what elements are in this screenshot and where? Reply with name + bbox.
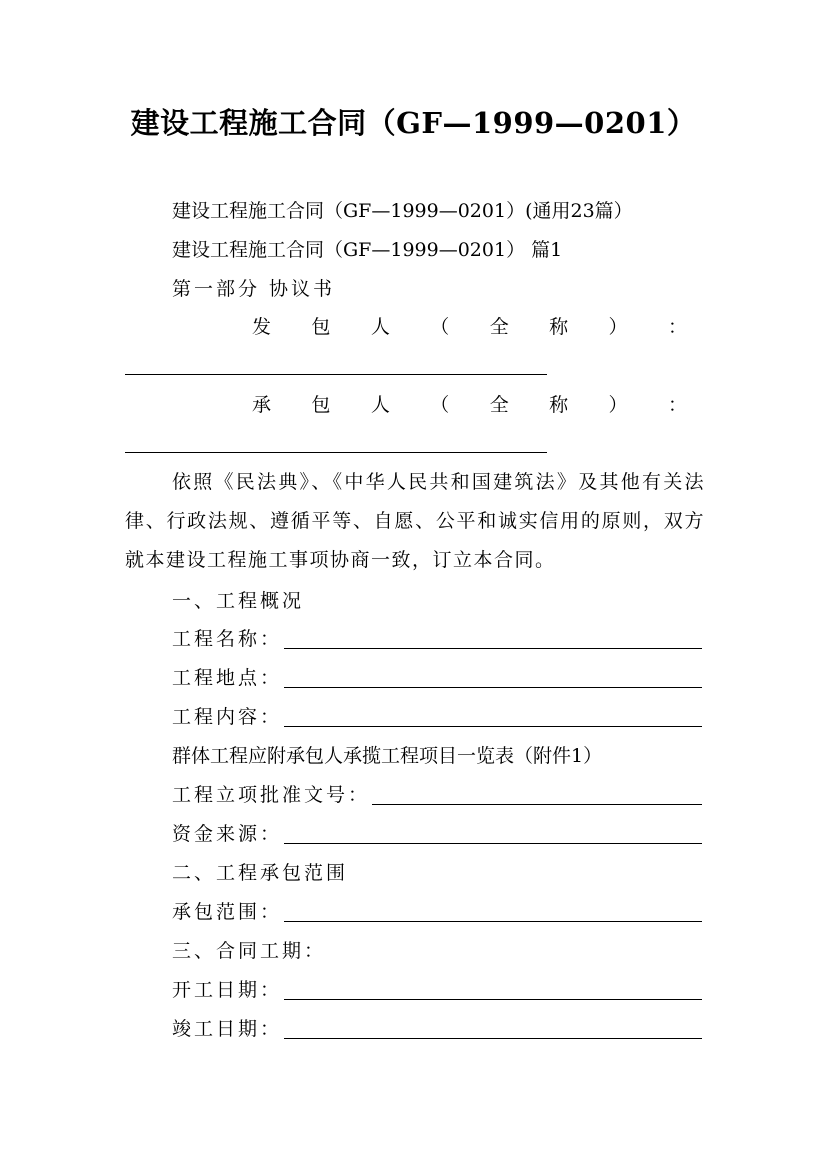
fund-source-field bbox=[172, 822, 702, 846]
contractor-label-char: 人 bbox=[370, 394, 390, 416]
employer-label-char: 包 bbox=[311, 316, 331, 338]
completion-date-label: 竣工日期： bbox=[172, 1018, 283, 1040]
completion-date-blank bbox=[284, 1038, 702, 1039]
employer-label-char: 称 bbox=[549, 316, 569, 338]
contractor-label bbox=[252, 393, 687, 417]
start-date-blank bbox=[284, 999, 702, 1000]
section-heading-scope: 二、工程承包范围 bbox=[172, 862, 349, 884]
group-project-note: 群体工程应附承包人承揽工程项目一览表（附件1） bbox=[172, 745, 603, 767]
contractor-label-char: 包 bbox=[311, 394, 331, 416]
subtitle-general: 建设工程施工合同（GF—1999—0201）(通用23篇） bbox=[172, 200, 633, 222]
part-heading: 第一部分 协议书 bbox=[172, 278, 336, 300]
subtitle-part-1: 建设工程施工合同（GF—1999—0201） 篇1 bbox=[172, 239, 563, 261]
project-location-blank bbox=[284, 687, 702, 688]
project-content-field bbox=[172, 705, 702, 729]
employer-label-char: ） bbox=[608, 316, 628, 338]
section-heading-period: 三、合同工期： bbox=[172, 940, 327, 962]
contractor-name-blank bbox=[125, 452, 547, 453]
project-content-blank bbox=[284, 726, 702, 727]
completion-date-field bbox=[172, 1017, 702, 1041]
employer-label bbox=[252, 315, 687, 339]
contractor-label-char: 承 bbox=[252, 394, 272, 416]
employer-label-char: 发 bbox=[252, 316, 272, 338]
scope-label: 承包范围： bbox=[172, 901, 283, 923]
employer-name-blank bbox=[125, 374, 547, 375]
section-heading-overview: 一、工程概况 bbox=[172, 590, 305, 612]
contractor-label-char: ： bbox=[667, 394, 687, 416]
employer-label-char: ： bbox=[667, 316, 687, 338]
intro-paragraph: 依照《民法典》、《中华人民共和国建筑法》及其他有关法律、行政法规、遵循平等、自愿、公平和诚实信用的原则，双方就本建设工程施工事项协商一致，订立本合同。 bbox=[125, 471, 705, 571]
approval-number-label: 工程立项批准文号： bbox=[172, 784, 371, 806]
start-date-field bbox=[172, 978, 702, 1002]
contractor-label-char: （ bbox=[430, 394, 450, 416]
contractor-label-char: 称 bbox=[549, 394, 569, 416]
project-name-label: 工程名称： bbox=[172, 628, 283, 650]
employer-label-char: 人 bbox=[370, 316, 390, 338]
employer-label-char: 全 bbox=[489, 316, 509, 338]
contractor-label-char: ） bbox=[608, 394, 628, 416]
scope-blank bbox=[284, 921, 702, 922]
employer-label-char: （ bbox=[430, 316, 450, 338]
project-location-label: 工程地点： bbox=[172, 667, 283, 689]
contractor-label-char: 全 bbox=[489, 394, 509, 416]
scope-field bbox=[172, 900, 702, 924]
approval-number-blank bbox=[372, 804, 702, 805]
approval-number-field bbox=[172, 783, 702, 807]
project-name-blank bbox=[284, 648, 702, 649]
project-content-label: 工程内容： bbox=[172, 706, 283, 728]
project-name-field bbox=[172, 627, 702, 651]
project-location-field bbox=[172, 666, 702, 690]
document-title: 建设工程施工合同（GF—1999—0201） bbox=[130, 106, 697, 140]
start-date-label: 开工日期： bbox=[172, 979, 283, 1001]
fund-source-blank bbox=[284, 843, 702, 844]
fund-source-label: 资金来源： bbox=[172, 823, 283, 845]
